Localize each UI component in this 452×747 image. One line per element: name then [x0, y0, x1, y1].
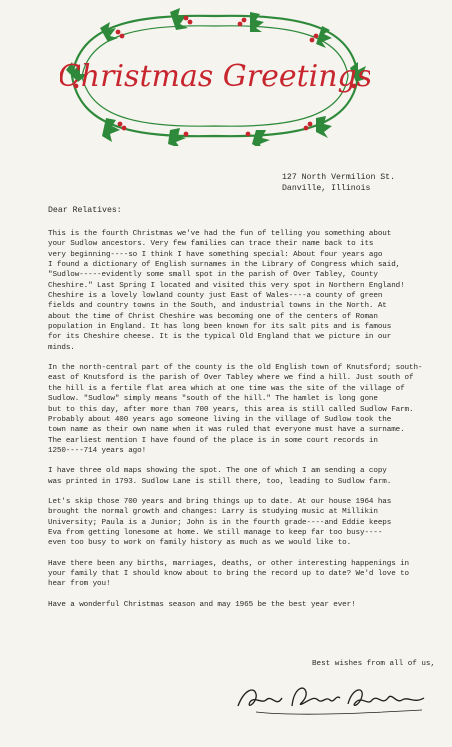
- letter-body: [48, 229, 430, 620]
- letter-line: University; Paula is a Junior; John is in the fourth grade----and Eddie keeps: [48, 518, 392, 527]
- letter-line: the hill is a fertile flat area which at one time was the site of the village of: [48, 384, 405, 393]
- letter-line: Eva from getting lonesome at home. We still manage to keep far too busy----: [48, 528, 383, 537]
- letter-line: Cheshire." Last Spring I located and visited this very spot in Northern England!: [48, 281, 405, 290]
- letter-line: but to this day, after more than 700 years, this area is still called Sudlow Farm.: [48, 405, 414, 414]
- letter-line: Let's skip those 700 years and bring things up to date. At our house 1964 has: [48, 497, 392, 506]
- letter-line: Probably about 400 years ago someone living in the village of Sudlow took the: [48, 415, 392, 424]
- letter-line: town name as their own name when it was ruled that everyone must have a surname.: [48, 426, 405, 435]
- letter-line: I have three old maps showing the spot. The one of which I am sending a copy: [48, 467, 387, 476]
- letter-line: was printed in 1793. Sudlow Lane is still there, too, leading to Sudlow farm.: [48, 477, 392, 486]
- paragraph-family-news: [48, 497, 430, 549]
- letter-line: Have there been any births, marriages, deaths, or other interesting happenings in: [48, 559, 410, 568]
- handwritten-signature: [232, 676, 432, 724]
- letter-line: fields and country towns in the South, and industrial towns in the North. At: [48, 302, 387, 311]
- letter-line: In the north-central part of the county is the old English town of Knutsford; south-: [48, 364, 423, 373]
- letter-line: "Sudlow-----evidently some small spot in the parish of Over Tabley, County: [48, 271, 378, 280]
- letter-line: your Sudlow ancestors. Very few families can trace their name back to its: [48, 240, 374, 249]
- address-line-1: 127 North Vermilion St.: [282, 173, 396, 182]
- christmas-greetings-header: [60, 6, 370, 146]
- salutation: Dear Relatives:: [48, 206, 122, 215]
- paragraph-old-maps: [48, 466, 430, 487]
- letter-line: This is the fourth Christmas we've had the fun of telling you something about: [48, 230, 392, 238]
- return-address: [282, 172, 395, 194]
- paragraph-knutsford-history: [48, 363, 430, 456]
- letter-line: for its Cheshire cheese. It is the typical Old England that we picture in our: [48, 333, 392, 342]
- letter-line: 1250----714 years ago!: [48, 446, 147, 455]
- address-line-2: Danville, Illinois: [282, 184, 371, 193]
- letter-line: Cheshire is a lovely lowland county just East of Wales----a county of green: [48, 292, 383, 301]
- letter-line: east of Knutsford is the parish of Over Tabley where we find a hill. Just south of: [48, 374, 414, 383]
- letter-line: The earliest mention I have found of the place is in some court records in: [48, 436, 378, 445]
- paragraph-wishes: [48, 600, 430, 610]
- paragraph-sudlow-ancestors: [48, 229, 430, 353]
- greeting-title: Christmas Greetings: [60, 59, 370, 94]
- letter-line: hear from you!: [48, 580, 111, 589]
- letter-line: I found a dictionary of English surnames in the Library of Congress which said,: [48, 261, 401, 270]
- letter-line: very beginning----so I think I have something special: About four years ago: [48, 250, 383, 259]
- letter-line: minds.: [48, 343, 75, 352]
- letter-line: about the time of Christ Cheshire was becoming one of the centers of Roman: [48, 312, 378, 321]
- holly-wreath-banner: [60, 6, 370, 146]
- letter-line: Sudlow. "Sudlow" simply means "south of the hill." The hamlet is long gone: [48, 395, 378, 404]
- letter-line: brought the normal growth and changes: Larry is studying music at Millikin: [48, 508, 378, 517]
- letter-line: population in England. It has long been known for its salt pits and is famous: [48, 323, 392, 332]
- letter-line: your family that I should know about to bring the record up to date? We'd love to: [48, 569, 410, 578]
- paragraph-request-news: [48, 559, 430, 590]
- letter-line: Have a wonderful Christmas season and may 1965 be the best year ever!: [48, 600, 356, 609]
- closing-line: Best wishes from all of us,: [312, 660, 436, 668]
- letter-line: even too busy to work on family history as much as we would like to.: [48, 539, 352, 548]
